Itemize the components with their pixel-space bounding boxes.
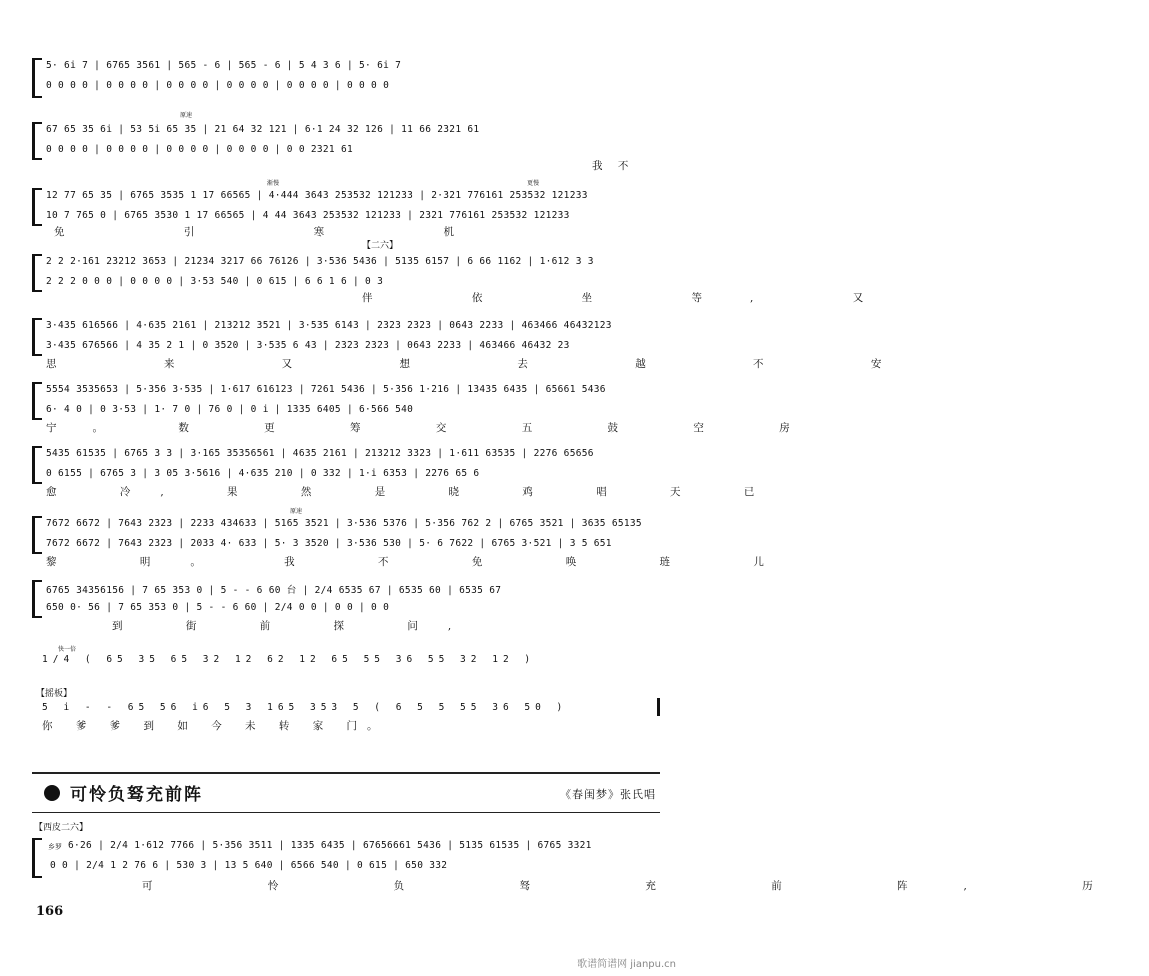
melody-row: 12 77 65 35 | 6765 3535 1 17 66565 | 4·444 3643 253532 121233 | 2·321 776161 253532 121233	[46, 190, 588, 201]
lyrics-line: 黎 明。 我 不 免 唤 琏 儿	[46, 556, 804, 568]
system-brace	[32, 838, 42, 878]
song-title: 可怜负驽充前阵	[70, 785, 203, 805]
section-marker: 【摇板】	[36, 689, 73, 699]
system-brace	[32, 254, 42, 292]
melody-row: 67 65 35 6i | 53 5i 65 35 | 21 64 32 121 | 6·1 24 32 126 | 11 66 2321 61	[46, 124, 480, 135]
melody-row: 5554 3535653 | 5·356 3·535 | 1·617 616123 | 7261 5436 | 5·356 1·216 | 13435 6435 | 65661 5436	[46, 384, 606, 395]
tempo-mark: 快一倍	[58, 646, 77, 653]
score-system-6	[32, 382, 826, 434]
score-system-3	[32, 180, 660, 238]
accompaniment-row: 0 0 0 0 | 0 0 0 0 | 0 0 0 0 | 0 0 0 0 | 0 0 0 0 | 0 0 0 0	[46, 80, 390, 91]
lyrics-line: 愈 冷, 果 然 是 晓 鸡 唱 天 已	[46, 486, 785, 498]
melody-row: 6765 34356156 | 7 65 353 0 | 5 - - 6 60 台 | 2/4 6535 67 | 6535 60 | 6535 67	[46, 585, 502, 596]
melody-row: 5435 61535 | 6765 3 3 | 3·165 35356561 | 4635 2161 | 213212 3323 | 1·611 63535 | 2276 65656	[46, 448, 594, 459]
song-attribution: 《春闺梦》张氏唱	[560, 788, 656, 801]
accompaniment-row: 0 6155 | 6765 3 | 3 05 3·5616 | 4·635 210 | 0 332 | 1·i 6353 | 2276 65 6	[46, 468, 480, 479]
accompaniment-row: 7672 6672 | 7643 2323 | 2033 4· 633 | 5· 3 3520 | 3·536 530 | 5· 6 7622 | 6765 3·521 | 3 5 651	[46, 538, 612, 549]
score-system-7	[32, 446, 785, 498]
score-system-10	[32, 646, 660, 672]
melody-row: 3·435 616566 | 4·635 2161 | 213212 3521 | 3·535 6143 | 2323 2323 | 0643 2233 | 463466 46432123	[46, 320, 612, 331]
score-system-1	[32, 58, 660, 94]
lyrics-line: 思 来 又 想 去 越 不 安	[46, 358, 934, 370]
section-divider	[32, 772, 660, 774]
page-number: 166	[36, 904, 64, 919]
accompaniment-row: 0 0 0 0 | 0 0 0 0 | 0 0 0 0 | 0 0 0 0 | 0 0 2321 61	[46, 144, 353, 155]
score-system-5	[32, 318, 934, 374]
accompaniment-row: 10 7 765 0 | 6765 3530 1 17 66565 | 4 44 3643 253532 121233 | 2321 776161 253532 121233	[46, 210, 570, 221]
song-system-1	[32, 820, 1149, 894]
system-brace	[32, 580, 42, 618]
melody-row: 5· 6i 7 | 6765 3561 | 565 - 6 | 565 - 6 | 5 4 3 6 | 5· 6i 7	[46, 60, 402, 71]
section-divider	[32, 812, 660, 813]
score-system-11	[32, 686, 660, 736]
melody-row: 7672 6672 | 7643 2323 | 2233 434633 | 5165 3521 | 3·536 5376 | 5·356 762 2 | 6765 3521 | 3635 65135	[46, 518, 642, 529]
melody-row: 6·26 | 2/4 1·612 7766 | 5·356 3511 | 1335 6435 | 67656661 5436 | 5135 61535 | 6765 3321	[68, 840, 592, 851]
tempo-mark: 原速	[290, 508, 303, 515]
lyrics-line: 可 怜 负 驽 充 前 阵, 历	[142, 880, 1149, 892]
score-system-4	[32, 241, 912, 304]
lyrics-line: 到 街 前 探 问,	[112, 620, 482, 632]
score-system-2	[32, 112, 660, 172]
tempo-mark: 渐慢	[267, 180, 280, 187]
score-system-9	[32, 580, 660, 630]
bullet-icon	[44, 785, 60, 801]
system-brace	[32, 122, 42, 160]
melody-row: 1/4 ( 65 35 65 32 12 62 12 65 55 36 55 32 12 )	[42, 654, 536, 665]
watermark: 歌谱简谱网 jianpu.cn	[577, 959, 676, 970]
system-brace	[32, 58, 42, 98]
system-brace	[32, 188, 42, 226]
accompaniment-row: 6· 4 0 | 0 3·53 | 1· 7 0 | 76 0 | 0 i | 1335 6405 | 6·566 540	[46, 404, 414, 415]
system-brace	[32, 516, 42, 554]
accompaniment-row: 650 0· 56 | 7 65 353 0 | 5 - - 6 60 | 2/4 0 0 | 0 0 | 0 0	[46, 602, 390, 613]
section-marker: 【西皮二六】	[34, 823, 89, 833]
system-brace	[32, 382, 42, 420]
score-system-8	[32, 508, 804, 568]
lyrics-line: 你 爹 爹 到 如 今 未 转 家 门。	[42, 720, 388, 732]
end-barline	[657, 698, 660, 716]
melody-row: 2 2 2·161 23212 3653 | 21234 3217 66 76126 | 3·536 5436 | 5135 6157 | 6 66 1162 | 1·612 3 3	[46, 256, 594, 267]
tempo-mark: 更慢	[527, 180, 540, 187]
lyrics-line: 宁。 数 更 筹 交 五 鼓 空 房	[46, 422, 826, 434]
lyrics-line: 我 不	[592, 160, 635, 172]
accompaniment-row: 3·435 676566 | 4 35 2 1 | 0 3520 | 3·535 6 43 | 2323 2323 | 0643 2233 | 463466 46432 23	[46, 340, 570, 351]
accompaniment-row: 0 0 | 2/4 1 2 76 6 | 530 3 | 13 5 640 | 6566 540 | 0 615 | 650 332	[50, 860, 448, 871]
system-brace	[32, 318, 42, 356]
prefix-mark: 乡罗	[48, 843, 62, 851]
tempo-mark: 原速	[180, 112, 193, 119]
lyrics-line: 伴 依 坐 等, 又	[362, 292, 912, 304]
system-brace	[32, 446, 42, 484]
section-marker: 【二六】	[362, 241, 399, 251]
accompaniment-row: 2 2 2 0 0 0 | 0 0 0 0 | 3·53 540 | 0 615 | 6 6 1 6 | 0 3	[46, 276, 384, 287]
lyrics-line: 免 引 寒 机	[54, 226, 513, 238]
melody-row: 5 i - - 65 56 i6 5 3 165 353 5 ( 6 5 5 55 36 50 )	[42, 702, 568, 713]
